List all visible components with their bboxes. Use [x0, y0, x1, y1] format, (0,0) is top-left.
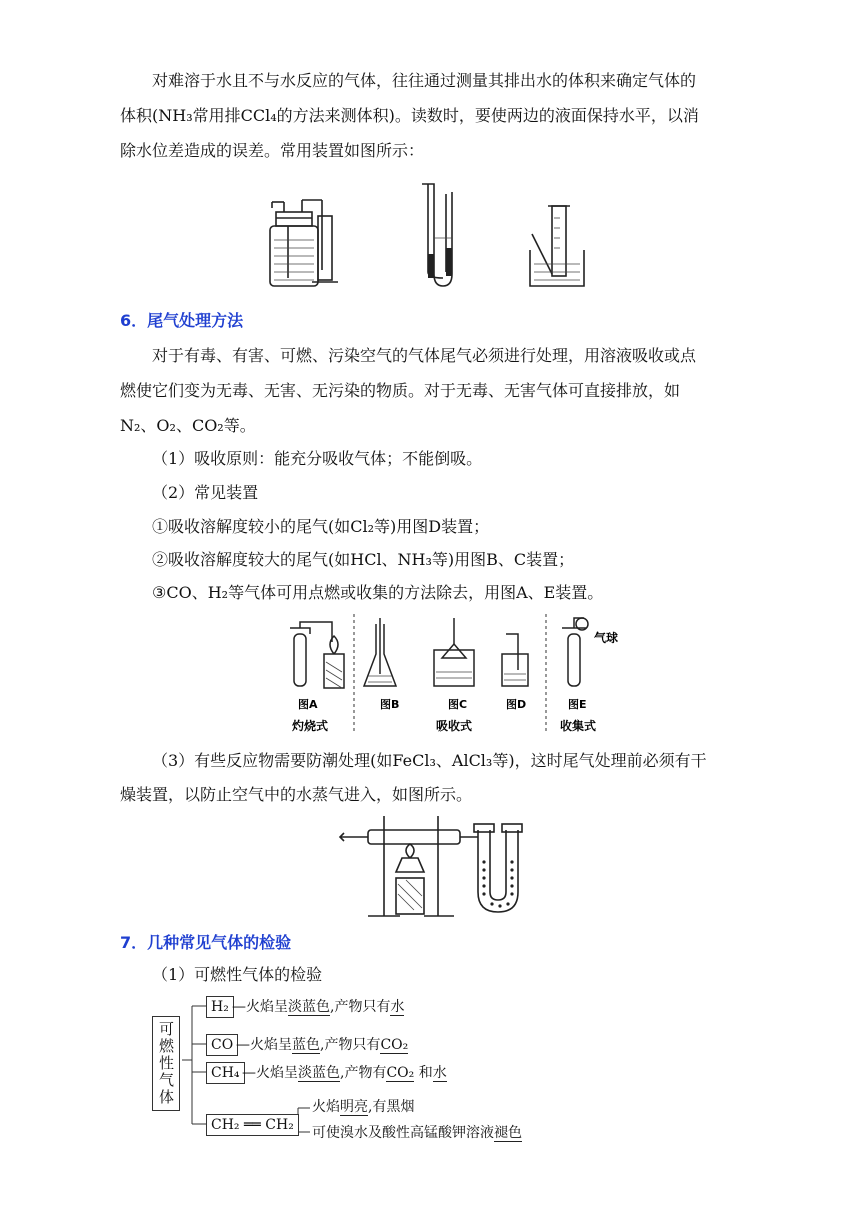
- intro-line-1: 对难溶于水且不与水反应的气体，往往通过测量其排出水的体积来确定气体的: [152, 71, 697, 90]
- intro-line-3: 除水位差造成的误差。常用装置如图所示：: [120, 141, 425, 160]
- co-description: —火焰呈蓝色,产物只有CO₂: [236, 1037, 409, 1053]
- ethylene-description-1: 火焰明亮,有黑烟: [312, 1099, 415, 1115]
- gas-volume-apparatus-figure: [262, 178, 602, 290]
- section-6-item-3-line-1: （3）有些反应物需要防潮处理(如FeCl₃、AlCl₃等)，这时尾气处理前必须有干: [152, 751, 707, 770]
- section-6-item-1: （1）吸收原则：能充分吸收气体；不能倒吸。: [152, 449, 483, 468]
- figure-a-label: 图A: [298, 698, 318, 711]
- balloon-label: 气球: [594, 631, 619, 645]
- absorb-type-label: 吸收式: [436, 719, 473, 733]
- section-6-para-line-1: 对于有毒、有害、可燃、污染空气的气体尾气必须进行处理，用溶液吸收或点: [152, 346, 697, 365]
- collect-type-label: 收集式: [560, 719, 597, 733]
- section-7-item-1: （1）可燃性气体的检验: [152, 965, 323, 984]
- h2-box: H₂: [206, 996, 234, 1018]
- section-6-sub-1: ①吸收溶解度较小的尾气(如Cl₂等)用图D装置；: [152, 517, 490, 536]
- combustible-gas-mindmap: [152, 990, 552, 1150]
- ethylene-description-2: 可使溴水及酸性高锰酸钾溶液褪色: [312, 1125, 522, 1141]
- ch4-box: CH₄: [206, 1062, 245, 1084]
- section-6-sub-3: ③CO、H₂等气体可用点燃或收集的方法除去，用图A、E装置。: [152, 583, 604, 602]
- figure-c-label: 图C: [448, 698, 468, 711]
- h2-description: —火焰呈淡蓝色,产物只有水: [232, 999, 405, 1015]
- section-6-para-line-2: 燃使它们变为无毒、无害、无污染的物质。对于无毒、无害气体可直接排放，如: [120, 381, 681, 400]
- ch4-description: —火焰呈淡蓝色,产物有CO₂ 和水: [242, 1065, 447, 1081]
- tail-gas-apparatus-figure: [284, 614, 624, 740]
- figure-e-label: 图E: [568, 698, 587, 711]
- drying-apparatus-figure: [338, 812, 538, 920]
- mindmap-root: 可燃性气体: [152, 1016, 180, 1111]
- intro-line-2: 体积(NH₃常用排CCl₄的方法来测体积)。读数时，要使两边的液面保持水平，以消: [120, 106, 699, 125]
- co-box: CO: [206, 1034, 238, 1056]
- section-6-item-2: （2）常见装置: [152, 483, 259, 502]
- burn-type-label: 灼烧式: [292, 719, 329, 733]
- section-7-heading: 7．几种常见气体的检验: [120, 933, 292, 952]
- section-6-sub-2: ②吸收溶解度较大的尾气(如HCl、NH₃等)用图B、C装置；: [152, 550, 575, 569]
- ethylene-box: CH₂ ══ CH₂: [206, 1114, 299, 1136]
- figure-b-label: 图B: [380, 698, 400, 711]
- figure-d-label: 图D: [506, 698, 527, 711]
- section-6-heading: 6．尾气处理方法: [120, 311, 244, 330]
- section-6-item-3-line-2: 燥装置，以防止空气中的水蒸气进入，如图所示。: [120, 785, 473, 804]
- section-6-para-line-3: N₂、O₂、CO₂等。: [120, 416, 256, 435]
